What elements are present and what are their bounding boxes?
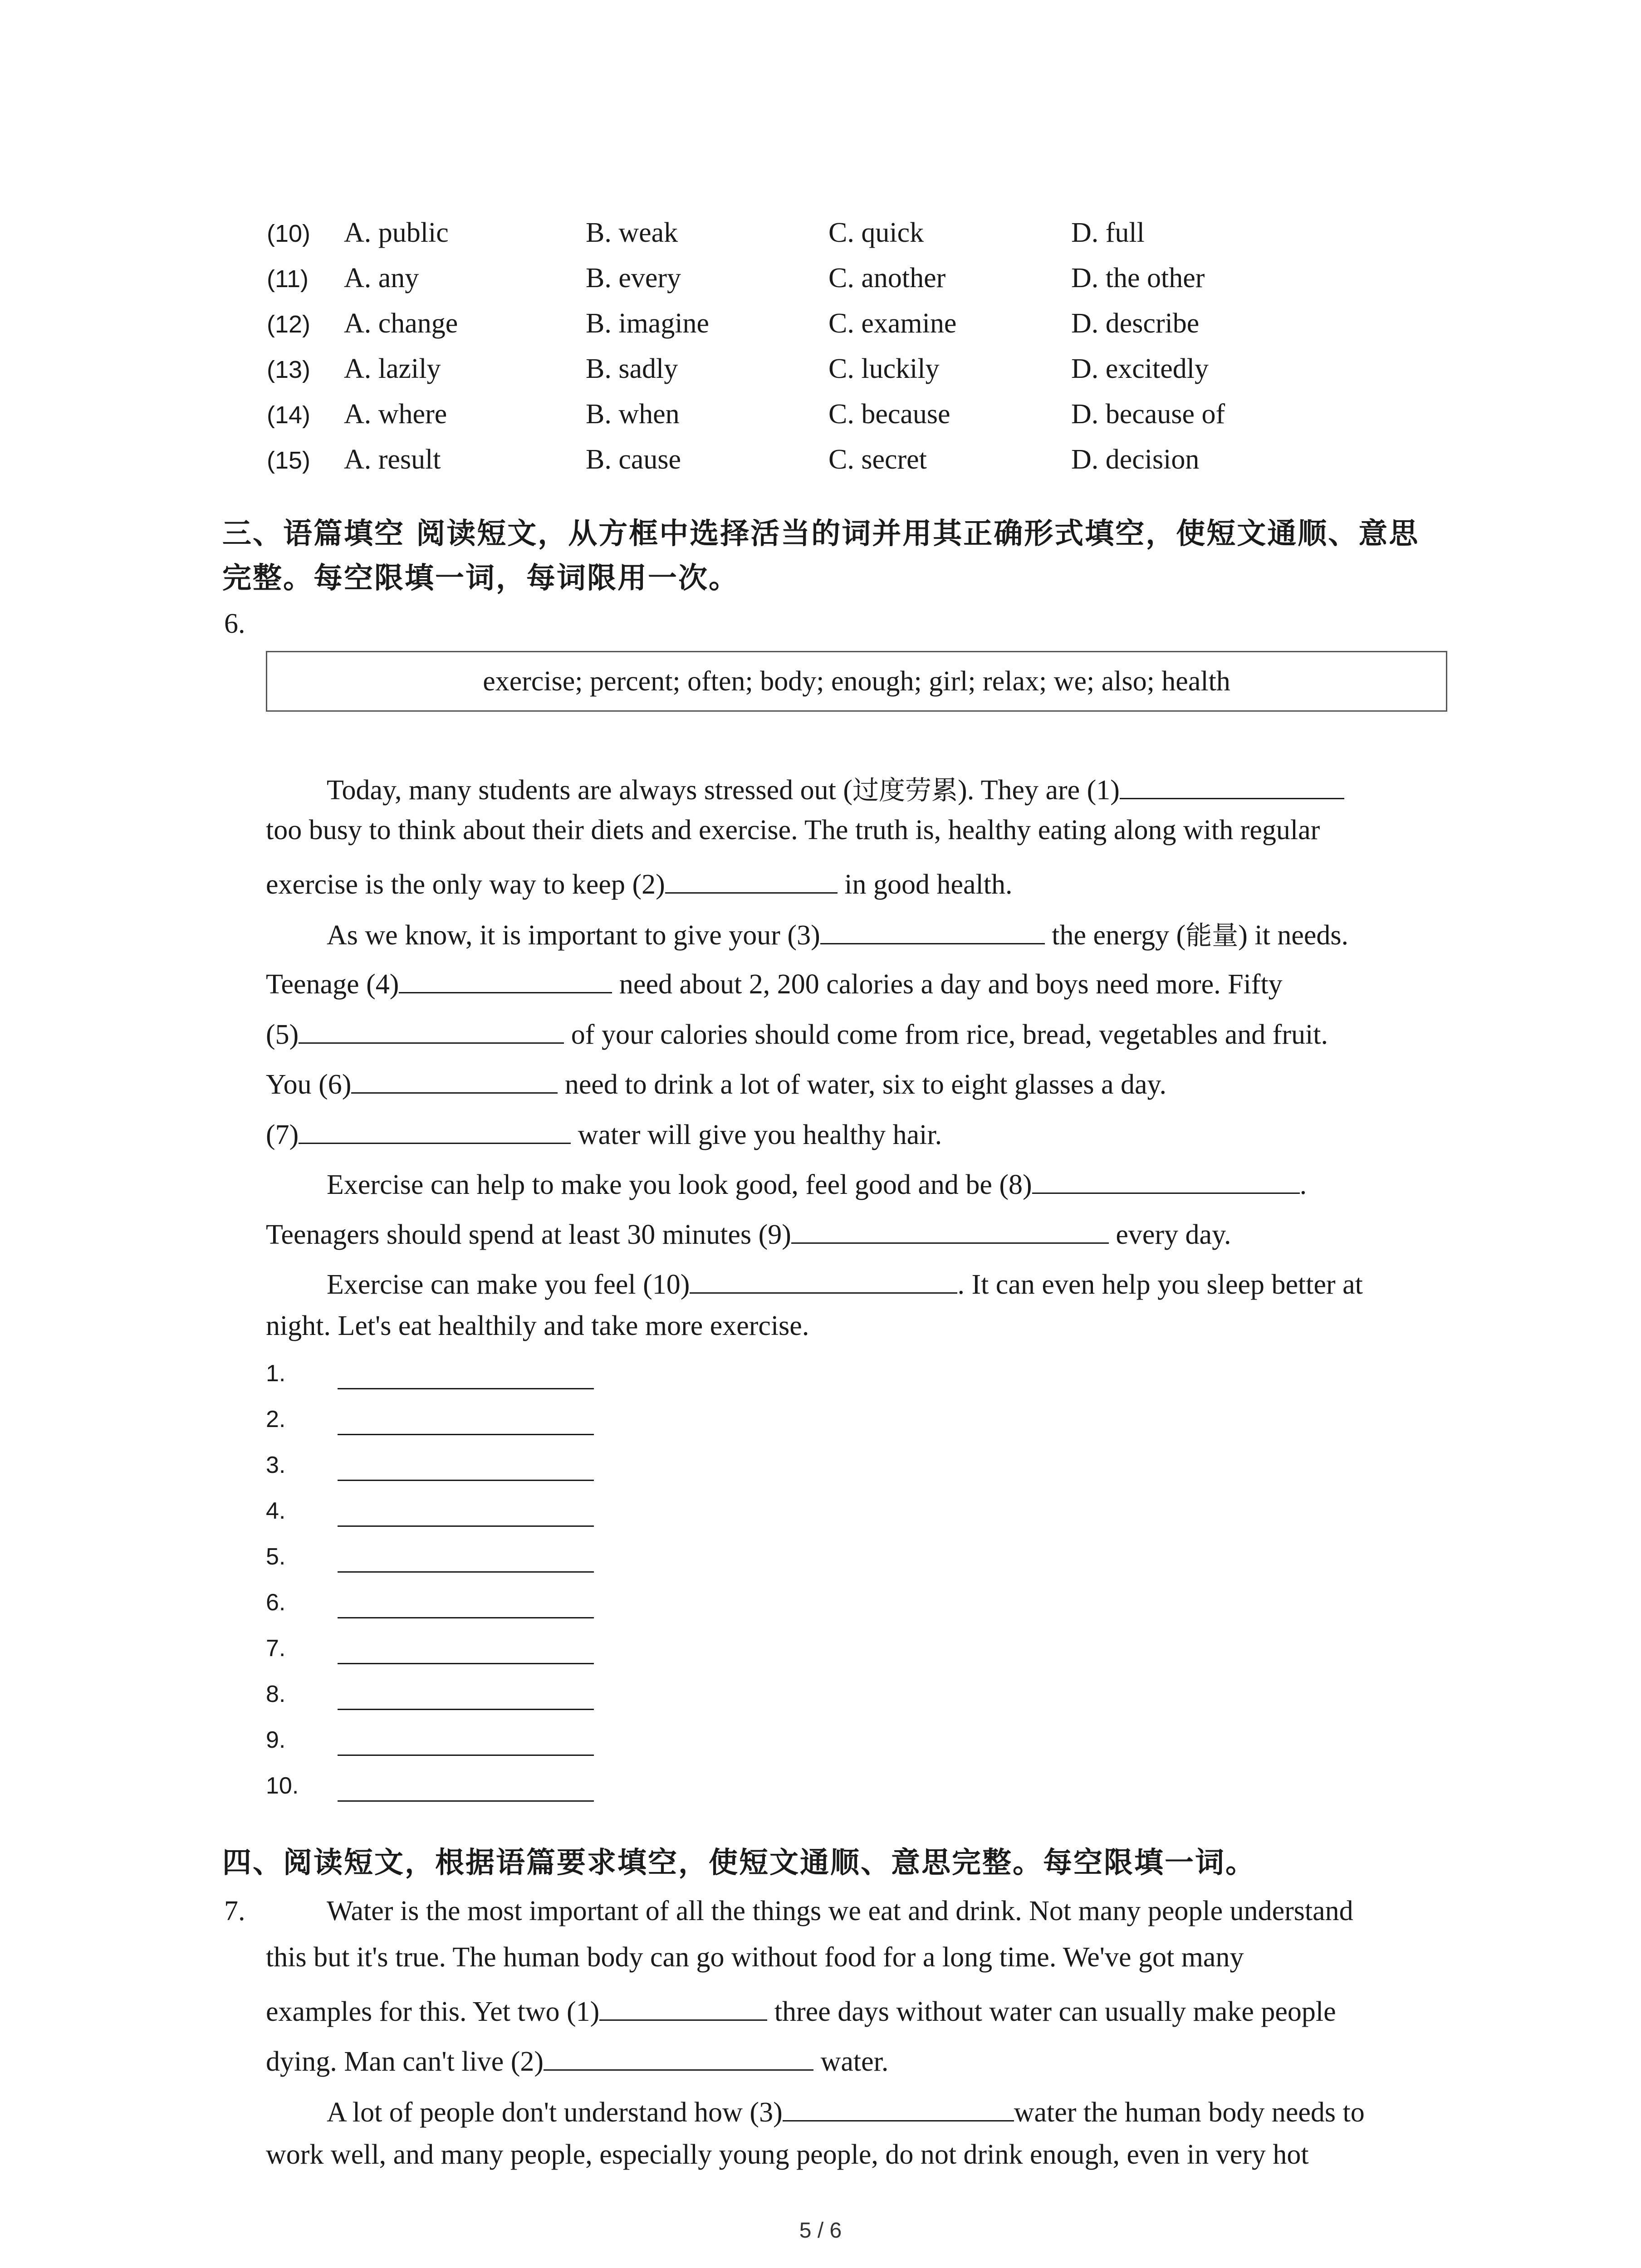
passage-line: You (6) need to drink a lot of water, six to eight glasses a day. [266,1064,1166,1101]
option-c: C. luckily [828,353,940,384]
blank-1[interactable] [1120,770,1344,799]
blank-5[interactable] [299,1014,564,1044]
option-a: A. any [344,263,419,293]
blank-3[interactable] [783,2092,1014,2121]
section-4-heading: 四、阅读短文，根据语篇要求填空，使短文通顺、意思完整。每空限填一词。 [222,1846,1256,1880]
passage-line: examples for this. Yet two (1) three days without water can usually make people [266,1991,1336,2028]
option-row [0,444,1641,489]
blank-3[interactable] [820,915,1045,944]
passage-line: Teenagers should spend at least 30 minutes (9) every day. [266,1214,1231,1251]
blank-2[interactable] [665,864,838,894]
answer-line[interactable] [338,1571,594,1573]
blank-2[interactable] [544,2041,813,2071]
blank-9[interactable] [791,1214,1109,1244]
option-b: B. sadly [586,353,678,384]
passage-line: (7) water will give you healthy hair. [266,1114,942,1151]
answer-line[interactable] [338,1617,594,1618]
passage-line: night. Let's eat healthily and take more exercise. [266,1310,809,1341]
option-c: C. quick [828,217,924,248]
answer-line[interactable] [338,1755,594,1756]
option-row [0,308,1641,353]
option-c: C. examine [828,308,957,339]
passage-line: Teenage (4) need about 2, 200 calories a day and boys need more. Fifty [266,964,1283,1001]
option-a: A. result [344,444,441,475]
option-c: C. another [828,263,946,293]
passage-line: Today, many students are always stressed out (过度劳累). They are (1) [327,769,1344,807]
question-number: (14) [267,401,311,429]
option-d: D. decision [1071,444,1200,475]
passage-line: A lot of people don't understand how (3) water the human body needs to [327,2092,1365,2129]
option-a: A. lazily [344,353,441,384]
blank-4[interactable] [399,964,612,993]
word-box [266,651,1447,712]
option-d: D. full [1071,217,1145,248]
section-3-heading-continued: 完整。每空限填一词，每词限用一次。 [222,562,739,595]
option-d: D. describe [1071,308,1200,339]
passage-line: dying. Man can't live (2) water. [266,2041,888,2078]
option-row [0,353,1641,398]
blank-7[interactable] [299,1114,571,1144]
question-number: (15) [267,447,311,474]
blank-6[interactable] [351,1064,558,1094]
passage-line: work well, and many people, especially young people, do not drink enough, even in very hot [266,2139,1309,2170]
section-3-heading: 三、语篇填空 阅读短文，从方框中选择活当的词并用其正确形式填空，使短文通顺、意思 [222,517,1420,551]
option-c: C. because [828,399,950,430]
option-b: B. every [586,263,681,293]
question-number: (11) [267,265,309,293]
blank-8[interactable] [1032,1164,1300,1194]
option-b: B. weak [586,217,678,248]
option-d: D. because of [1071,399,1225,430]
passage-line: this but it's true. The human body can go without food for a long time. We've got many [266,1942,1244,1973]
blank-10[interactable] [690,1264,957,1294]
option-d: D. the other [1071,263,1205,293]
question-number: 7. [224,1896,245,1926]
option-b: B. cause [586,444,681,475]
option-d: D. excitedly [1071,353,1209,384]
passage-line: (5) of your calories should come from rice, bread, vegetables and fruit. [266,1014,1328,1051]
passage-line: Exercise can make you feel (10) . It can even help you sleep better at [327,1264,1363,1301]
answer-line[interactable] [338,1434,594,1435]
answer-line[interactable] [338,1525,594,1527]
question-number: (12) [267,311,311,338]
page-number: 5 / 6 [799,2219,842,2243]
option-row [0,217,1641,262]
question-number: (13) [267,356,311,383]
option-row [0,262,1641,308]
passage-line: too busy to think about their diets and exercise. The truth is, healthy eating along with regular [266,815,1320,846]
question-number: 6. [224,608,245,639]
passage-line: Exercise can help to make you look good, feel good and be (8) . [327,1164,1307,1201]
answer-line[interactable] [338,1800,594,1802]
answer-line[interactable] [338,1480,594,1481]
blank-1[interactable] [599,1991,767,2021]
option-a: A. where [344,399,447,430]
word-box-text: exercise; percent; often; body; enough; girl; relax; we; also; health [483,665,1230,697]
option-c: C. secret [828,444,927,475]
passage-line: As we know, it is important to give your (3) the energy (能量) it needs. [327,914,1348,952]
option-a: A. change [344,308,458,339]
option-b: B. imagine [586,308,710,339]
answer-line[interactable] [338,1388,594,1389]
option-row [0,398,1641,444]
answer-line[interactable] [338,1663,594,1664]
passage-line: exercise is the only way to keep (2) in good health. [266,864,1012,901]
question-number: (10) [267,220,311,247]
option-b: B. when [586,399,680,430]
answer-line[interactable] [338,1709,594,1710]
option-a: A. public [344,217,449,248]
passage-line: Water is the most important of all the things we eat and drink. Not many people understand [327,1896,1353,1926]
